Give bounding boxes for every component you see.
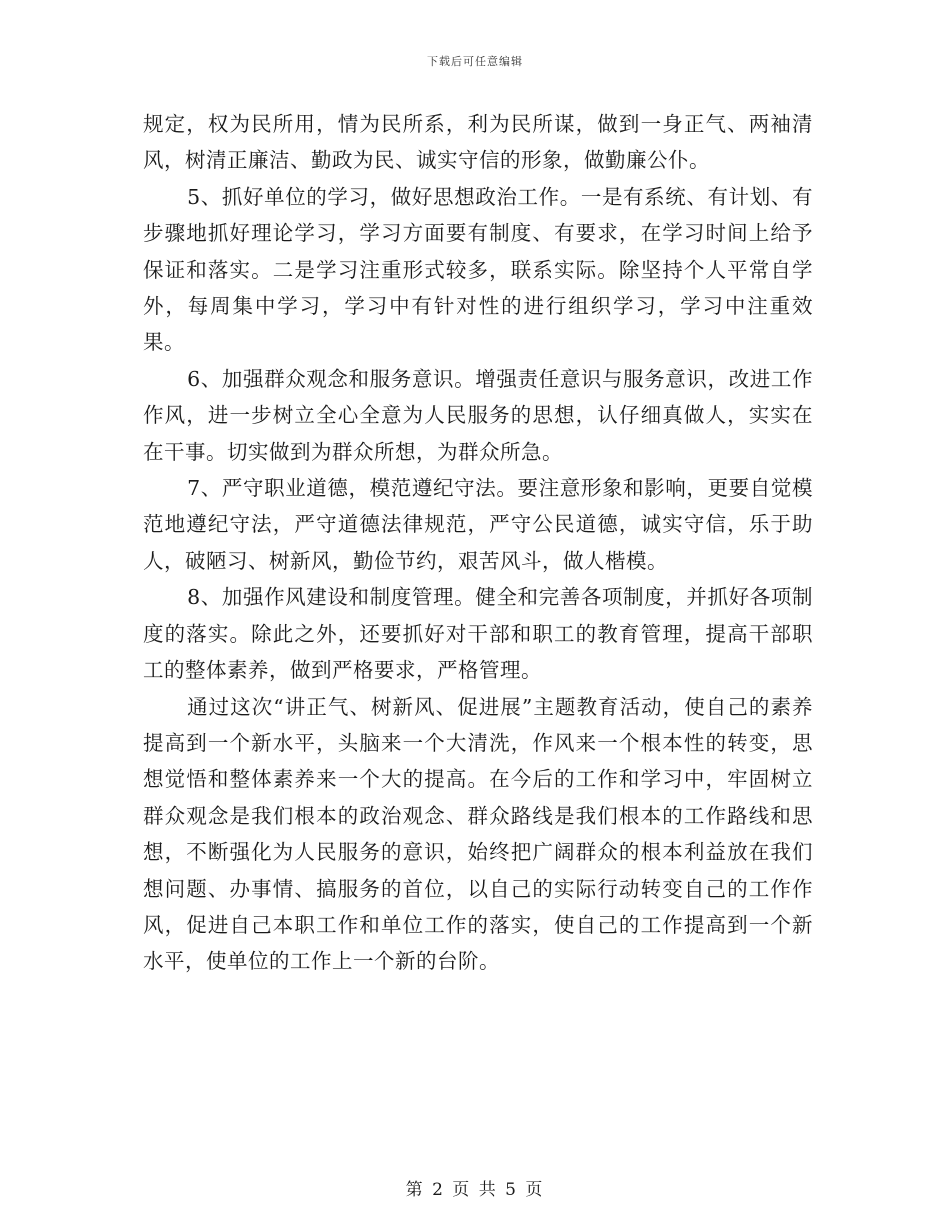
paragraph-3: 6、加强群众观念和服务意识。增强责任意识与服务意识，改进工作作风，进一步树立全心全意为人民服务的思想，认仔细真做人，实实在在干事。切实做到为群众所想，为群众所急。 xyxy=(143,366,813,464)
paragraph-4: 7、严守职业道德，模范遵纪守法。要注意形象和影响，更要自觉模范地遵纪守法，严守道德法律规范，严守公民道德，诚实守信，乐于助人，破陋习、树新风，勤俭节约，艰苦风斗，做人楷模。 xyxy=(143,476,813,573)
document-body xyxy=(143,106,813,980)
page-header: 下载后可任意编辑 xyxy=(427,55,523,68)
paragraph-5: 8、加强作风建设和制度管理。健全和完善各项制度，并抓好各项制度的落实。除此之外，还要抓好对干部和职工的教育管理，提高干部职工的整体素养，做到严格要求，严格管理。 xyxy=(143,585,813,683)
paragraph-6: 通过这次“讲正气、树新风、促进展”主题教育活动，使自己的素养提高到一个新水平，头脑来一个大清洗，作风来一个根本性的转变，思想觉悟和整体素养来一个大的提高。在今后的工作和学习中，牢固树立群众观念是我们根本的政治观念、群众路线是我们根本的工作路线和思想，不断强化为人民服务的意识，始终把广阔群众的根本利益放在我们想问题、办事情、搞服务的首位，以自己的实际行动转变自己的工作作风，促进自己本职工作和单位工作的落实，使自己的工作提高到一个新水平，使单位的工作上一个新的台阶。 xyxy=(143,694,813,974)
paragraph-2: 5、抓好单位的学习，做好思想政治工作。一是有系统、有计划、有步骤地抓好理论学习，学习方面要有制度、有要求，在学习时间上给予保证和落实。二是学习注重形式较多，联系实际。除坚持个人平常自学外，每周集中学习，学习中有针对性的进行组织学习，学习中注重效果。 xyxy=(143,184,813,355)
page-number-footer: 第 2 页 共 5 页 xyxy=(405,1180,545,1200)
paragraph-1: 规定，权为民所用，情为民所系，利为民所谋，做到一身正气、两袖清风，树清正廉洁、勤政为民、诚实守信的形象，做勤廉公仆。 xyxy=(143,112,813,173)
